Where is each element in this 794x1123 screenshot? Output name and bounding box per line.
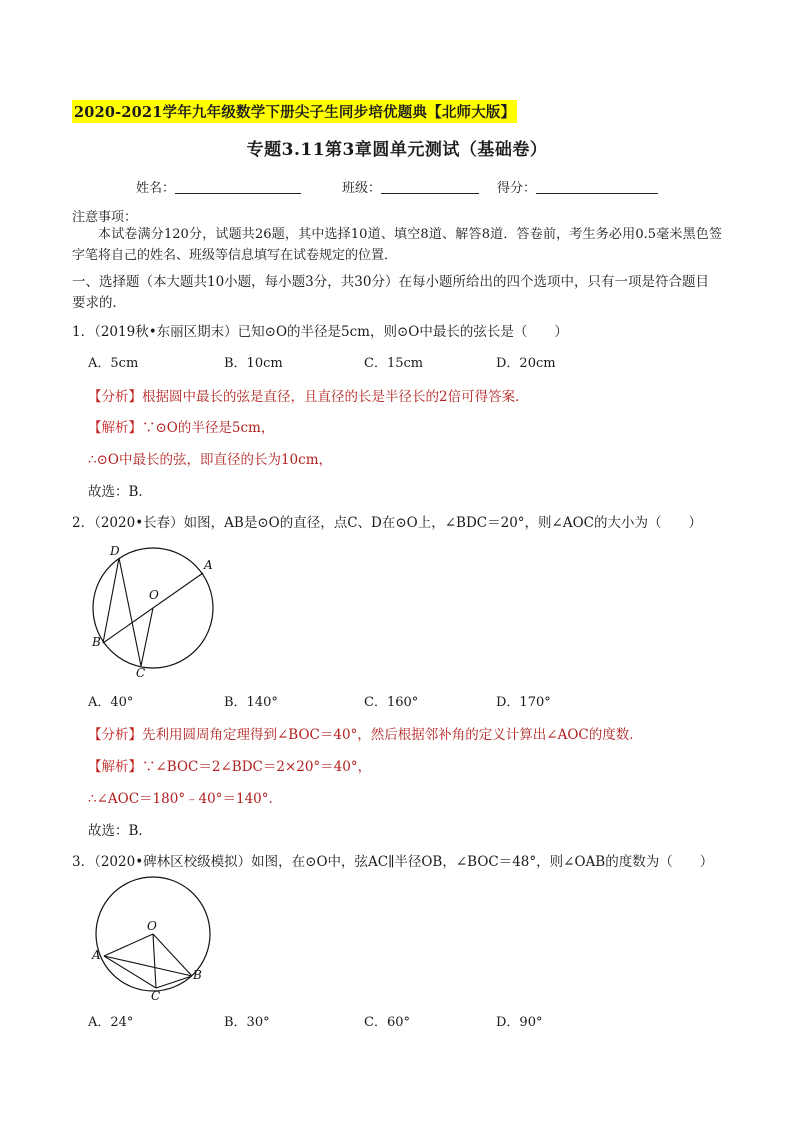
q2-circle-figure (86, 540, 226, 680)
class-field (342, 177, 479, 196)
q3-option-a: A．24° (88, 1015, 134, 1030)
q1-option-a: A．5cm (88, 356, 139, 371)
q2-option-c: C．160° (364, 695, 419, 710)
q2-radius-oc (141, 608, 153, 666)
q3-radius-oc (153, 934, 156, 988)
q1-analysis-text: 根据圆中最长的弦是直径，且直径的长是半径长的2倍可得答案． (142, 389, 529, 405)
q2-option-b: B．140° (224, 695, 278, 710)
q1-option-d: D．20cm (496, 356, 556, 371)
q1-option-b: B．10cm (224, 356, 283, 371)
q2-label-c: C (136, 666, 146, 680)
question-2-stem: 2．（2020•长春）如图，AB是⊙O的直径，点C、D在⊙O上，∠BDC＝20°，则∠AOC的大小为（ ） (72, 515, 703, 531)
q3-option-c: C．60° (364, 1015, 410, 1030)
section-heading: 一、选择题（本大题共10小题，每小题3分，共30分）在每小题所给出的四个选项中，只有一项是符合题目要求的． (72, 274, 709, 311)
q1-solution-tag: 【解析】 (88, 420, 142, 436)
q3-label-c: C (151, 989, 161, 1003)
name-blank (175, 179, 301, 194)
q2-option-a: A．40° (88, 695, 134, 710)
q3-chord-ab (104, 956, 192, 976)
series-banner: 2020-2021学年九年级数学下册尖子生同步培优题典【北师大版】 (72, 100, 517, 123)
q2-label-o: O (149, 588, 159, 602)
q3-label-b: B (193, 968, 202, 982)
page-title: 专题3.11第3章圆单元测试（基础卷） (246, 140, 548, 160)
q1-solution-line-2: ∴⊙O中最长的弦，即直径的长为10cm， (88, 452, 333, 468)
question-1-stem: 1．（2019秋•东丽区期末）已知⊙O的半径是5cm，则⊙O中最长的弦长是（ ） (72, 324, 568, 340)
q3-circle-figure (88, 876, 218, 1006)
q2-chord-dc (119, 558, 141, 666)
score-label: 得分： (497, 181, 537, 196)
name-field (136, 177, 301, 196)
q1-solution (88, 416, 274, 436)
notice-heading: 注意事项： (72, 210, 138, 225)
q2-solution-tag: 【解析】 (88, 759, 142, 775)
q1-analysis-tag: 【分析】 (88, 389, 142, 405)
q2-option-d: D．170° (496, 695, 551, 710)
q1-answer: 故选：B． (88, 484, 152, 500)
q2-analysis-text: 先利用圆周角定理得到∠BOC＝40°，然后根据邻补角的定义计算出∠AOC的度数． (142, 727, 643, 743)
q1-solution-line-1: ∵⊙O的半径是5cm， (142, 420, 275, 436)
question-3-stem: 3．（2020•碑林区校级模拟）如图，在⊙O中，弦AC∥半径OB，∠BOC＝48°，则∠OAB的度数为（ ） (72, 854, 714, 870)
q2-analysis-tag: 【分析】 (88, 727, 142, 743)
q2-analysis (88, 723, 643, 743)
q2-label-a: A (204, 558, 213, 572)
q2-solution (88, 755, 371, 775)
q2-label-d: D (110, 544, 120, 558)
q3-radius-oa (104, 934, 153, 956)
notice-body: 本试卷满分120分，试题共26题，其中选择10道、填空8道、解答8道．答卷前，考生务必用0.5毫米黑色签字笔将自己的姓名、班级等信息填写在试卷规定的位置． (72, 227, 722, 263)
score-field (497, 177, 658, 196)
name-label: 姓名： (136, 181, 176, 196)
q3-label-a: A (92, 948, 101, 962)
q2-answer: 故选：B． (88, 823, 152, 839)
q3-chord-ac (104, 956, 156, 988)
q3-radius-ob (153, 934, 192, 976)
q3-option-b: B．30° (224, 1015, 270, 1030)
q2-solution-line-1: ∵∠BOC＝2∠BDC＝2×20°＝40°， (142, 759, 372, 775)
q3-label-o: O (147, 919, 157, 933)
class-label: 班级： (342, 181, 382, 196)
class-blank (381, 179, 479, 194)
score-blank (536, 179, 658, 194)
q3-option-d: D．90° (496, 1015, 543, 1030)
q1-option-c: C．15cm (364, 356, 424, 371)
q3-chord-cb (156, 976, 192, 988)
q2-label-b: B (92, 635, 101, 649)
q2-solution-line-2: ∴∠AOC＝180°﹣40°＝140°． (88, 791, 283, 807)
q1-analysis (88, 385, 529, 405)
